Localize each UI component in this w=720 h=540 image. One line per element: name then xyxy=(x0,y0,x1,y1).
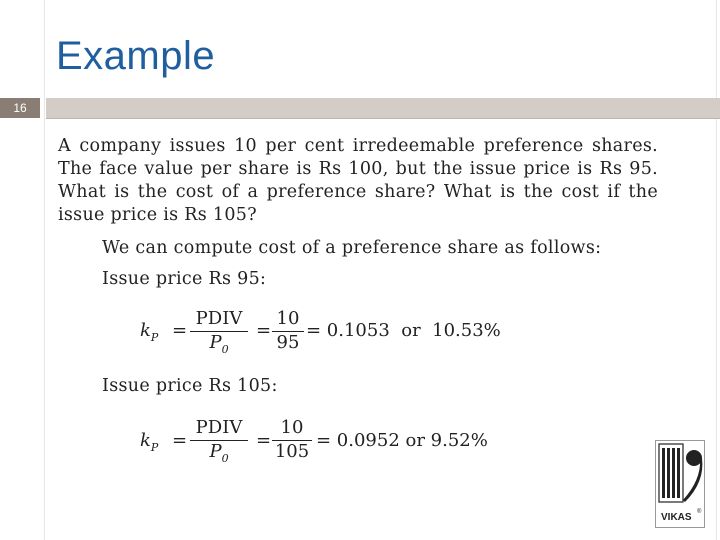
fraction-denominator: 105 xyxy=(274,441,310,462)
case2-label: Issue price Rs 105: xyxy=(102,376,278,396)
fraction-numerator: 10 xyxy=(276,308,300,329)
slide-number: 16 xyxy=(13,101,27,115)
equation-2-lhs xyxy=(140,430,159,454)
problem-statement: A company issues 10 per cent irredeemable preference shares. The face value per share is Rs 100, but the issue price is Rs 95. What is the cost of a preference share? What is the cost if the issue price is Rs 105? xyxy=(58,136,658,225)
case1-label: Issue price Rs 95: xyxy=(102,269,267,289)
den-subscript: 0 xyxy=(221,452,229,465)
fraction-numerator: 10 xyxy=(280,417,304,438)
title-rule xyxy=(46,98,720,119)
equation-1-result: = 0.1053 or 10.53% xyxy=(306,320,501,341)
guide-line xyxy=(716,0,717,540)
fraction-values xyxy=(272,308,304,353)
fraction-numerator: PDIV xyxy=(195,417,243,438)
den-variable: P xyxy=(209,332,222,353)
lhs-variable: k xyxy=(140,320,151,341)
logo-registered-mark: ® xyxy=(697,509,702,515)
equation-1-lhs xyxy=(140,320,159,344)
fraction-numerator: PDIV xyxy=(195,308,243,329)
den-subscript: 0 xyxy=(221,343,229,356)
fraction-denominator xyxy=(190,441,248,465)
equation-2-result: = 0.0952 or 9.52% xyxy=(316,430,488,451)
equals-sign: = xyxy=(172,430,188,451)
equals-sign: = xyxy=(256,320,272,341)
lhs-subscript: P xyxy=(150,331,159,344)
den-variable: P xyxy=(209,441,222,462)
fraction-pdiv xyxy=(190,308,248,356)
lhs-subscript: P xyxy=(150,441,159,454)
fraction-values xyxy=(272,417,312,462)
fraction-denominator xyxy=(190,332,248,356)
equals-sign: = xyxy=(256,430,272,451)
solution-intro: We can compute cost of a preference share as follows: xyxy=(102,238,602,258)
equals-sign: = xyxy=(172,320,188,341)
lhs-variable: k xyxy=(140,430,151,451)
vikas-logo xyxy=(655,440,705,528)
guide-line xyxy=(44,0,45,540)
fraction-denominator: 95 xyxy=(276,332,300,353)
fraction-pdiv xyxy=(190,417,248,465)
logo-text: VIKAS xyxy=(661,512,692,523)
slide-title: Example xyxy=(56,34,216,78)
